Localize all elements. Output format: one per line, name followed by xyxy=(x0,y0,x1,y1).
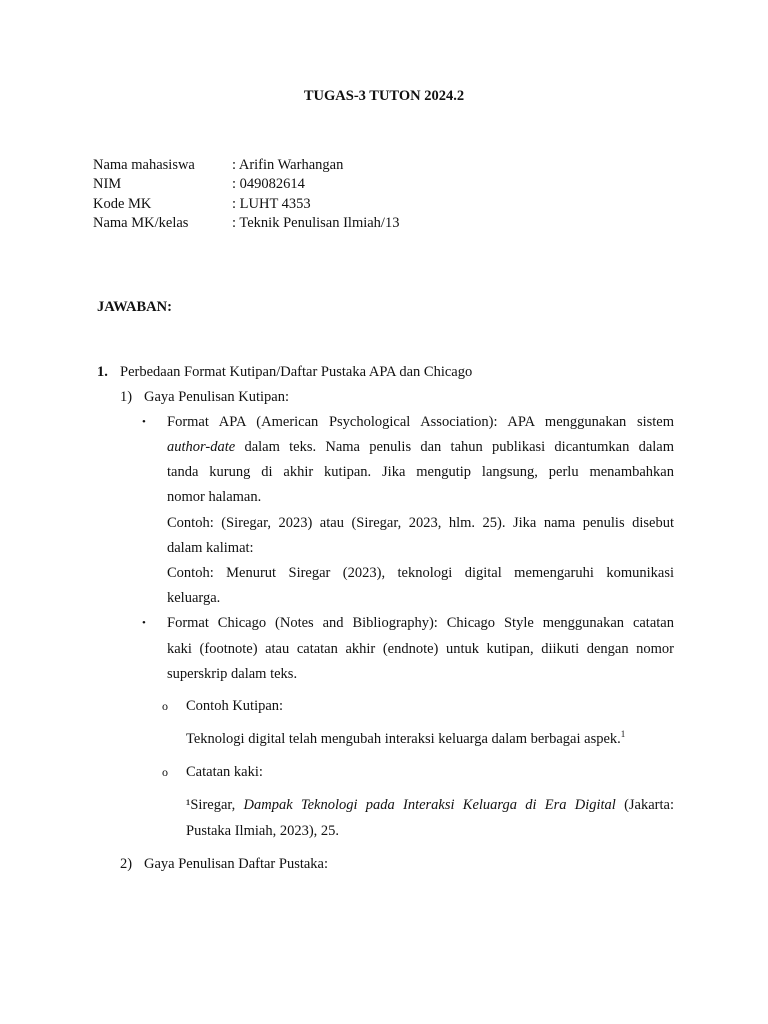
answer-heading: JAWABAN: xyxy=(97,299,172,315)
apa-example-2-line-2: keluarga. xyxy=(167,590,221,606)
apa-example-1-line-2: dalam kalimat: xyxy=(167,540,254,556)
label-nama: Nama mahasiswa xyxy=(93,157,195,173)
apa-emphasis: author-date xyxy=(167,439,236,455)
sub-number-2: 2) xyxy=(120,856,133,872)
sub-number-1: 1) xyxy=(120,389,133,405)
apa-line-3: tanda kurung di akhir kutipan. Jika mengutip langsung, perlu menambahkan xyxy=(167,464,674,480)
value-nama-mk: : Teknik Penulisan Ilmiah/13 xyxy=(232,215,400,231)
apa-example-2-line-1: Contoh: Menurut Siregar (2023), teknologi digital memengaruhi komunikasi xyxy=(167,565,674,581)
chicago-line-3: superskrip dalam teks. xyxy=(167,666,298,682)
example-citation-label: Contoh Kutipan: xyxy=(186,698,284,714)
footnote-line-1: ¹Siregar, Dampak Teknologi pada Interaksi Keluarga di Era Digital (Jakarta: xyxy=(186,797,674,813)
superscript-number: 1 xyxy=(620,729,626,739)
apa-line-2: author-date dalam teks. Nama penulis dan tahun publikasi dicantumkan dalam xyxy=(167,439,674,455)
chicago-line-1: Format Chicago (Notes and Bibliography): Chicago Style menggunakan catatan xyxy=(167,615,674,631)
chicago-line-2: kaki (footnote) atau catatan akhir (endnote) untuk kutipan, diikuti dengan nomor xyxy=(167,641,674,657)
value-nim: : 049082614 xyxy=(232,176,305,192)
label-kode-mk: Kode MK xyxy=(93,196,152,212)
footnote-line-2: Pustaka Ilmiah, 2023), 25. xyxy=(186,823,340,839)
footnote-book-title: Dampak Teknologi pada Interaksi Keluarga di Era Digital xyxy=(243,797,616,813)
bullet-apa: • xyxy=(142,416,146,428)
example-citation-text: Teknologi digital telah mengubah interaksi keluarga dalam berbagai aspek.$^1$ xyxy=(186,729,626,747)
sub-title-2: Gaya Penulisan Daftar Pustaka: xyxy=(144,856,329,872)
question-number: 1. xyxy=(97,364,108,380)
sub-bullet-a: o xyxy=(162,699,168,713)
footnote-label: Catatan kaki: xyxy=(186,764,263,780)
bullet-chicago: • xyxy=(142,617,146,629)
page-title: TUGAS-3 TUTON 2024.2 xyxy=(303,88,465,104)
value-nama: : Arifin Warhangan xyxy=(232,157,344,173)
label-nim: NIM xyxy=(93,176,122,192)
apa-line-4: nomor halaman. xyxy=(167,489,262,505)
apa-example-1-line-1: Contoh: (Siregar, 2023) atau (Siregar, 2023, hlm. 25). Jika nama penulis disebut xyxy=(167,515,674,531)
label-nama-mk: Nama MK/kelas xyxy=(93,215,189,231)
sub-title-1: Gaya Penulisan Kutipan: xyxy=(144,389,289,405)
sub-bullet-b: o xyxy=(162,765,168,779)
question-title: Perbedaan Format Kutipan/Daftar Pustaka APA dan Chicago xyxy=(120,364,473,380)
apa-line-1: Format APA (American Psychological Association): APA menggunakan sistem xyxy=(167,414,674,430)
value-kode-mk: : LUHT 4353 xyxy=(232,196,311,212)
